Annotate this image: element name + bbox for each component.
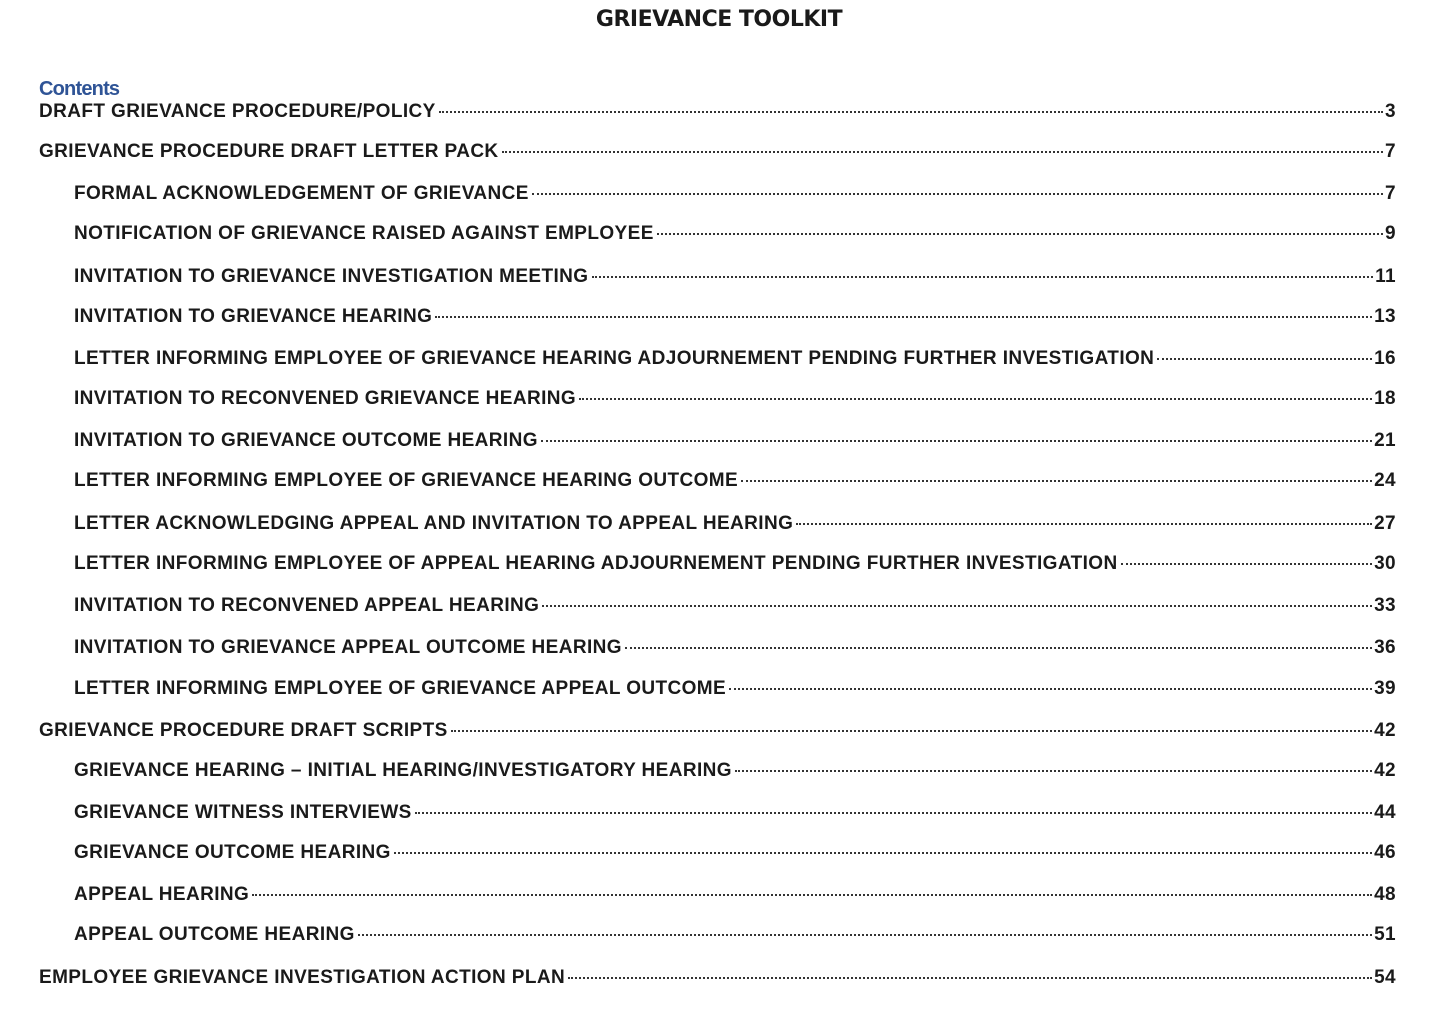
- dot-leader: [568, 977, 1372, 979]
- toc-entry-label: INVITATION TO RECONVENED APPEAL HEARING: [74, 595, 540, 616]
- dot-leader: [579, 398, 1372, 400]
- toc-entry[interactable]: [74, 348, 1396, 374]
- toc-entry-page-number: 9: [1385, 223, 1396, 244]
- toc-entry[interactable]: [74, 470, 1396, 496]
- toc-entry-label: LETTER INFORMING EMPLOYEE OF GRIEVANCE HEARING ADJOURNEMENT PENDING FURTHER INVESTIGATION: [74, 348, 1155, 369]
- toc-entry-label: DRAFT GRIEVANCE PROCEDURE/POLICY: [39, 101, 436, 122]
- dot-leader: [451, 730, 1372, 732]
- dot-leader: [592, 276, 1374, 278]
- dot-leader: [502, 151, 1383, 153]
- toc-entry-label: LETTER INFORMING EMPLOYEE OF GRIEVANCE APPEAL OUTCOME: [74, 678, 727, 699]
- toc-entry[interactable]: [74, 223, 1396, 249]
- toc-entry-page-number: 36: [1374, 637, 1396, 658]
- toc-entry-page-number: 11: [1375, 266, 1396, 287]
- toc-entry-page-number: 24: [1374, 470, 1396, 491]
- toc-entry[interactable]: [39, 141, 1396, 167]
- toc-entry-label: INVITATION TO GRIEVANCE APPEAL OUTCOME HEARING: [74, 637, 622, 658]
- toc-entry[interactable]: [74, 306, 1396, 332]
- dot-leader: [729, 688, 1372, 690]
- dot-leader: [735, 770, 1372, 772]
- toc-entry-page-number: 48: [1374, 884, 1396, 905]
- toc-entry[interactable]: [74, 760, 1396, 786]
- toc-entry-page-number: 46: [1374, 842, 1396, 863]
- dot-leader: [741, 480, 1372, 482]
- toc-entry[interactable]: [74, 266, 1396, 292]
- dot-leader: [415, 812, 1372, 814]
- toc-entry-page-number: 44: [1374, 802, 1396, 823]
- toc-entry[interactable]: [74, 595, 1396, 621]
- toc-entry[interactable]: [74, 388, 1396, 414]
- toc-entry[interactable]: [74, 884, 1396, 910]
- toc-entry-label: GRIEVANCE PROCEDURE DRAFT LETTER PACK: [39, 141, 499, 162]
- toc-entry-label: INVITATION TO GRIEVANCE OUTCOME HEARING: [74, 430, 538, 451]
- dot-leader: [252, 894, 1372, 896]
- toc-entry-label: APPEAL OUTCOME HEARING: [74, 924, 355, 945]
- toc-entry-page-number: 7: [1385, 183, 1396, 204]
- toc-entry-page-number: 18: [1374, 388, 1396, 409]
- toc-entry[interactable]: [74, 924, 1396, 950]
- toc-entry-page-number: 7: [1385, 141, 1396, 162]
- toc-entry-page-number: 51: [1374, 924, 1396, 945]
- toc-heading: Contents: [39, 78, 120, 100]
- toc-entry[interactable]: [74, 637, 1396, 663]
- toc-entry-page-number: 42: [1374, 720, 1396, 741]
- toc-entry-label: NOTIFICATION OF GRIEVANCE RAISED AGAINST EMPLOYEE: [74, 223, 654, 244]
- dot-leader: [541, 440, 1372, 442]
- toc-entry-label: EMPLOYEE GRIEVANCE INVESTIGATION ACTION PLAN: [39, 967, 566, 988]
- toc-entry-label: INVITATION TO GRIEVANCE HEARING: [74, 306, 433, 327]
- toc-entry-page-number: 21: [1374, 430, 1396, 451]
- toc-entry[interactable]: [74, 802, 1396, 828]
- toc-entry-label: GRIEVANCE OUTCOME HEARING: [74, 842, 391, 863]
- toc-entry[interactable]: [74, 183, 1396, 209]
- toc-entry[interactable]: [74, 553, 1396, 579]
- dot-leader: [796, 523, 1372, 525]
- toc-entry-page-number: 54: [1374, 967, 1396, 988]
- toc-entry[interactable]: [39, 101, 1396, 127]
- dot-leader: [358, 934, 1372, 936]
- toc-entry[interactable]: [39, 720, 1396, 746]
- toc-entry-page-number: 30: [1374, 553, 1396, 574]
- toc-entry-label: LETTER INFORMING EMPLOYEE OF APPEAL HEARING ADJOURNEMENT PENDING FURTHER INVESTIGATION: [74, 553, 1118, 574]
- toc-entry-label: LETTER INFORMING EMPLOYEE OF GRIEVANCE HEARING OUTCOME: [74, 470, 739, 491]
- dot-leader: [435, 316, 1372, 318]
- toc-entry-label: APPEAL HEARING: [74, 884, 250, 905]
- toc-entry-page-number: 16: [1374, 348, 1396, 369]
- toc-entry-page-number: 27: [1374, 513, 1396, 534]
- toc-entry-label: LETTER ACKNOWLEDGING APPEAL AND INVITATION TO APPEAL HEARING: [74, 513, 794, 534]
- document-title: GRIEVANCE TOOLKIT: [595, 7, 843, 32]
- toc-entry[interactable]: [39, 967, 1396, 993]
- toc-entry-label: GRIEVANCE PROCEDURE DRAFT SCRIPTS: [39, 720, 448, 741]
- toc-entry-label: GRIEVANCE HEARING – INITIAL HEARING/INVESTIGATORY HEARING: [74, 760, 732, 781]
- toc-entry-label: GRIEVANCE WITNESS INTERVIEWS: [74, 802, 412, 823]
- toc-entry-page-number: 3: [1385, 101, 1396, 122]
- dot-leader: [439, 111, 1383, 113]
- dot-leader: [1121, 563, 1373, 565]
- dot-leader: [625, 647, 1372, 649]
- toc-entry-label: INVITATION TO GRIEVANCE INVESTIGATION MEETING: [74, 266, 589, 287]
- toc-entry-page-number: 13: [1374, 306, 1396, 327]
- toc-entry-page-number: 39: [1374, 678, 1396, 699]
- toc-entry-label: FORMAL ACKNOWLEDGEMENT OF GRIEVANCE: [74, 183, 529, 204]
- toc-entry-label: INVITATION TO RECONVENED GRIEVANCE HEARING: [74, 388, 577, 409]
- toc-entry-page-number: 42: [1374, 760, 1396, 781]
- dot-leader: [1157, 358, 1372, 360]
- toc-entry[interactable]: [74, 513, 1396, 539]
- toc-entry[interactable]: [74, 842, 1396, 868]
- dot-leader: [657, 233, 1383, 235]
- toc-entry-page-number: 33: [1374, 595, 1396, 616]
- dot-leader: [532, 193, 1383, 195]
- dot-leader: [394, 852, 1372, 854]
- toc-entry[interactable]: [74, 430, 1396, 456]
- dot-leader: [542, 605, 1372, 607]
- toc-entry[interactable]: [74, 678, 1396, 704]
